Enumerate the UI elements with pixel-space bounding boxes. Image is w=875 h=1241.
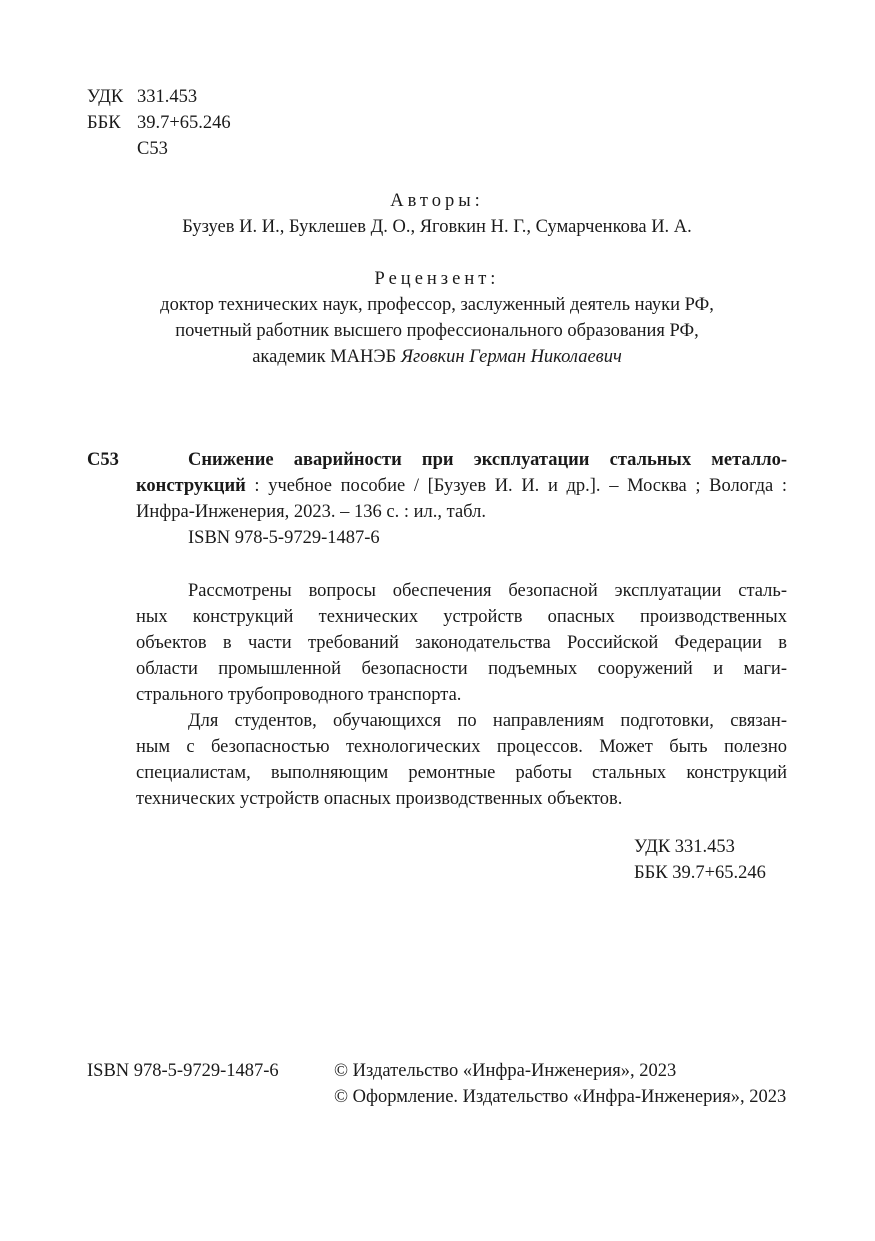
reviewer-title: академик МАНЭБ: [252, 347, 401, 367]
bibliographic-entry: [136, 447, 787, 551]
footer-isbn: ISBN 978-5-9729-1487-6: [87, 1061, 279, 1081]
reviewer-heading: Рецензент:: [374, 269, 500, 289]
copyright-publisher: © Издательство «Инфра-Инженерия», 2023: [334, 1061, 677, 1081]
reviewer-line-2: почетный работник высшего профессионального образования РФ,: [175, 321, 699, 341]
text-line: ных конструкций технических устройств опасных производственных: [136, 607, 787, 627]
classification-codes: [87, 84, 231, 162]
bbk-label: ББК: [87, 113, 121, 133]
entry-details: : учебное пособие / [Бузуев И. И. и др.]. – Москва ; Вологда :: [245, 476, 787, 496]
title-line-1: Снижение аварийности при эксплуатации стальных металло-: [188, 450, 787, 470]
reviewer-line-1: доктор технических наук, профессор, заслуженный деятель науки РФ,: [160, 295, 714, 315]
bbk-code: 39.7+65.246: [137, 113, 231, 133]
entry-mark: С53: [87, 450, 119, 470]
copyright-design: © Оформление. Издательство «Инфра-Инженерия», 2023: [334, 1087, 787, 1107]
text-line: стрального трубопроводного транспорта.: [136, 685, 462, 705]
authors-names: Бузуев И. И., Буклешев Д. О., Яговкин Н. Г., Сумарченкова И. А.: [182, 217, 692, 237]
right-codes: [634, 834, 766, 886]
entry-publisher: Инфра-Инженерия, 2023. – 136 с. : ил., табл.: [136, 502, 486, 522]
reviewer-name: Яговкин Герман Николаевич: [400, 347, 622, 367]
abstract-paragraph-2: [136, 708, 787, 812]
text-line: технических устройств опасных производственных объектов.: [136, 789, 623, 809]
title-line-2: конструкций: [136, 476, 246, 496]
udk-label: УДК: [87, 87, 124, 107]
text-line: специалистам, выполняющим ремонтные работы стальных конструкций: [136, 763, 787, 783]
udk-code: 331.453: [137, 87, 198, 107]
text-line: области промышленной безопасности подъемных сооружений и маги-: [136, 659, 787, 679]
text-line: ным с безопасностью технологических процессов. Может быть полезно: [136, 737, 787, 757]
text-line: Для студентов, обучающихся по направлениям подготовки, связан-: [188, 711, 787, 731]
right-bbk: ББК 39.7+65.246: [634, 863, 766, 883]
author-mark: С53: [137, 139, 168, 159]
right-udk: УДК 331.453: [634, 837, 735, 857]
footer-copyright: [334, 1058, 786, 1110]
abstract-paragraph-1: [136, 578, 787, 708]
entry-isbn: ISBN 978-5-9729-1487-6: [188, 528, 380, 548]
text-line: Рассмотрены вопросы обеспечения безопасной эксплуатации сталь-: [188, 581, 787, 601]
authors-heading: Авторы:: [390, 191, 484, 211]
text-line: объектов в части требований законодательства Российской Федерации в: [136, 633, 787, 653]
reviewer-line-3: [87, 344, 787, 370]
